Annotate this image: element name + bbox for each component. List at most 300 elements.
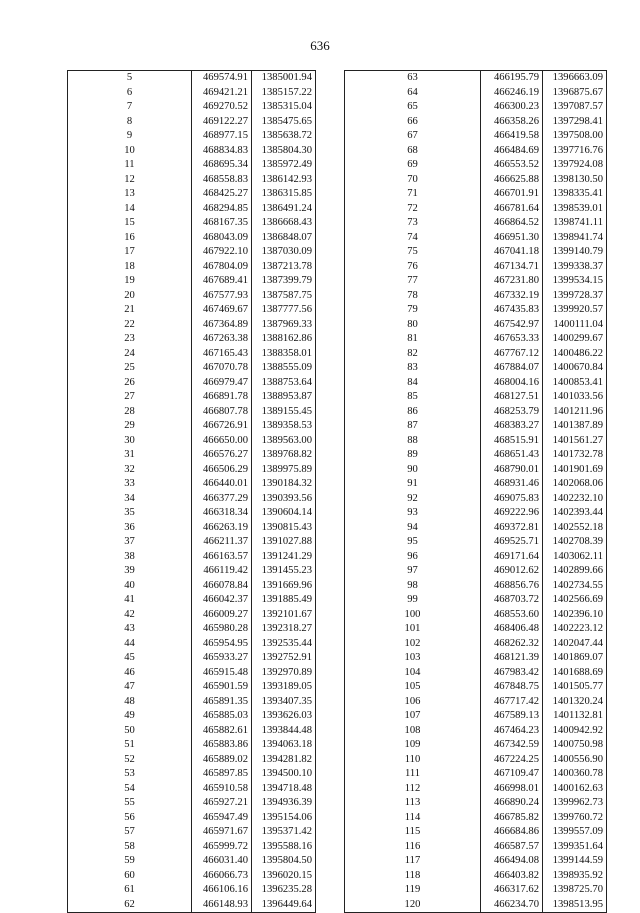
- table-row: [68, 579, 316, 594]
- x-coordinate-cell: 466263.19: [192, 521, 252, 536]
- x-coordinate-cell: 466494.08: [481, 854, 543, 869]
- x-coordinate-cell: 468043.09: [192, 231, 252, 246]
- x-coordinate-cell: 467653.33: [481, 332, 543, 347]
- point-number-cell: 85: [407, 391, 418, 403]
- y-coordinate-cell: 1397716.76: [543, 144, 607, 159]
- y-coordinate-cell: 1393626.03: [252, 709, 316, 724]
- page-number: 636: [310, 38, 330, 53]
- x-coordinate-cell: 465927.21: [192, 796, 252, 811]
- point-number-cell: 29: [124, 420, 135, 432]
- y-coordinate-cell: 1388162.86: [252, 332, 316, 347]
- point-number-cell: 9: [126, 130, 133, 142]
- y-coordinate-cell: 1401387.89: [543, 419, 607, 434]
- table-row: [345, 332, 607, 347]
- x-coordinate-cell: 466701.91: [481, 187, 543, 202]
- x-coordinate-cell: 469122.27: [192, 115, 252, 130]
- y-coordinate-cell: 1388358.01: [252, 347, 316, 362]
- table-row: [68, 158, 316, 173]
- point-number-cell: 69: [407, 159, 418, 171]
- table-row: [68, 187, 316, 202]
- point-number-cell: 57: [124, 826, 135, 838]
- x-coordinate-cell: 465891.35: [192, 695, 252, 710]
- y-coordinate-cell: 1385001.94: [252, 71, 316, 86]
- point-number-cell: 81: [407, 333, 418, 345]
- table-row: [68, 318, 316, 333]
- y-coordinate-cell: 1399144.59: [543, 854, 607, 869]
- point-number-cell: 33: [124, 478, 135, 490]
- point-number-cell: 56: [124, 811, 135, 823]
- table-row: [345, 637, 607, 652]
- x-coordinate-cell: 468383.27: [481, 419, 543, 434]
- x-coordinate-cell: 466726.91: [192, 419, 252, 434]
- point-number-cell: 41: [124, 594, 135, 606]
- point-number-cell: 20: [124, 289, 135, 301]
- point-number-cell: 30: [124, 434, 135, 446]
- x-coordinate-cell: 465933.27: [192, 651, 252, 666]
- point-number-cell: 23: [124, 333, 135, 345]
- table-row: [68, 448, 316, 463]
- table-row: [345, 492, 607, 507]
- table-row: [345, 564, 607, 579]
- y-coordinate-cell: 1402393.44: [543, 506, 607, 521]
- table-row: [345, 854, 607, 869]
- y-coordinate-cell: 1392535.44: [252, 637, 316, 652]
- y-coordinate-cell: 1389975.89: [252, 463, 316, 478]
- x-coordinate-cell: 469012.62: [481, 564, 543, 579]
- table-row: [345, 840, 607, 855]
- table-row: [68, 289, 316, 304]
- table-row: [68, 231, 316, 246]
- y-coordinate-cell: 1390604.14: [252, 506, 316, 521]
- x-coordinate-cell: 467332.19: [481, 289, 543, 304]
- table-row: [345, 173, 607, 188]
- x-coordinate-cell: 465915.48: [192, 666, 252, 681]
- table-row: [345, 434, 607, 449]
- y-coordinate-cell: 1401211.96: [543, 405, 607, 420]
- x-coordinate-cell: 467041.18: [481, 245, 543, 260]
- x-coordinate-cell: 466484.69: [481, 144, 543, 159]
- table-row: [345, 898, 607, 913]
- y-coordinate-cell: 1395804.50: [252, 854, 316, 869]
- y-coordinate-cell: 1399962.73: [543, 796, 607, 811]
- y-coordinate-cell: 1401688.69: [543, 666, 607, 681]
- table-row: [68, 535, 316, 550]
- x-coordinate-cell: 466246.19: [481, 86, 543, 101]
- y-coordinate-cell: 1402566.69: [543, 593, 607, 608]
- x-coordinate-cell: 466377.29: [192, 492, 252, 507]
- x-coordinate-cell: 468834.83: [192, 144, 252, 159]
- y-coordinate-cell: 1394281.82: [252, 753, 316, 768]
- table-row: [68, 492, 316, 507]
- point-number-cell: 58: [124, 840, 135, 852]
- point-number-cell: 94: [407, 521, 418, 533]
- y-coordinate-cell: 1396875.67: [543, 86, 607, 101]
- x-coordinate-cell: 466066.73: [192, 869, 252, 884]
- point-number-cell: 6: [126, 86, 133, 98]
- point-number-cell: 46: [124, 666, 135, 678]
- y-coordinate-cell: 1402047.44: [543, 637, 607, 652]
- y-coordinate-cell: 1395154.06: [252, 811, 316, 826]
- point-number-cell: 66: [407, 115, 418, 127]
- table-row: [345, 376, 607, 391]
- table-row: [68, 463, 316, 478]
- x-coordinate-cell: 466553.52: [481, 158, 543, 173]
- table-row: [68, 608, 316, 623]
- y-coordinate-cell: 1400299.67: [543, 332, 607, 347]
- point-number-cell: 115: [404, 826, 421, 838]
- table-row: [68, 753, 316, 768]
- y-coordinate-cell: 1399557.09: [543, 825, 607, 840]
- x-coordinate-cell: 468262.32: [481, 637, 543, 652]
- x-coordinate-cell: 468558.83: [192, 173, 252, 188]
- point-number-cell: 82: [407, 347, 418, 359]
- table-row: [345, 724, 607, 739]
- x-coordinate-cell: 468931.46: [481, 477, 543, 492]
- y-coordinate-cell: 1401901.69: [543, 463, 607, 478]
- point-number-cell: 106: [404, 695, 421, 707]
- y-coordinate-cell: 1400853.41: [543, 376, 607, 391]
- x-coordinate-cell: 466211.37: [192, 535, 252, 550]
- point-number-cell: 36: [124, 521, 135, 533]
- y-coordinate-cell: 1388555.09: [252, 361, 316, 376]
- table-row: [345, 477, 607, 492]
- x-coordinate-cell: 467469.67: [192, 303, 252, 318]
- point-number-cell: 32: [124, 463, 135, 475]
- table-row: [345, 289, 607, 304]
- x-coordinate-cell: 466009.27: [192, 608, 252, 623]
- point-number-cell: 53: [124, 768, 135, 780]
- point-number-cell: 114: [404, 811, 421, 823]
- table-row: [68, 405, 316, 420]
- y-coordinate-cell: 1393407.35: [252, 695, 316, 710]
- table-row: [345, 419, 607, 434]
- x-coordinate-cell: 466119.42: [192, 564, 252, 579]
- y-coordinate-cell: 1398941.74: [543, 231, 607, 246]
- point-number-cell: 47: [124, 681, 135, 693]
- point-number-cell: 92: [407, 492, 418, 504]
- point-number-cell: 96: [407, 550, 418, 562]
- point-number-cell: 40: [124, 579, 135, 591]
- x-coordinate-cell: 466506.29: [192, 463, 252, 478]
- y-coordinate-cell: 1398130.50: [543, 173, 607, 188]
- table-row: [345, 622, 607, 637]
- table-row: [345, 347, 607, 362]
- point-number-cell: 76: [407, 260, 418, 272]
- x-coordinate-cell: 466318.34: [192, 506, 252, 521]
- point-number-cell: 88: [407, 434, 418, 446]
- x-coordinate-cell: 468127.51: [481, 390, 543, 405]
- table-row: [68, 245, 316, 260]
- table-row: [345, 709, 607, 724]
- table-row: [345, 608, 607, 623]
- y-coordinate-cell: 1399140.79: [543, 245, 607, 260]
- table-row: [68, 390, 316, 405]
- point-number-cell: 39: [124, 565, 135, 577]
- y-coordinate-cell: 1402734.55: [543, 579, 607, 594]
- y-coordinate-cell: 1400360.78: [543, 767, 607, 782]
- point-number-cell: 119: [404, 884, 421, 896]
- x-coordinate-cell: 469222.96: [481, 506, 543, 521]
- x-coordinate-cell: 469171.64: [481, 550, 543, 565]
- point-number-cell: 35: [124, 507, 135, 519]
- point-number-cell: 104: [404, 666, 421, 678]
- y-coordinate-cell: 1390815.43: [252, 521, 316, 536]
- y-coordinate-cell: 1401505.77: [543, 680, 607, 695]
- point-number-cell: 72: [407, 202, 418, 214]
- x-coordinate-cell: 466587.57: [481, 840, 543, 855]
- x-coordinate-cell: 466625.88: [481, 173, 543, 188]
- x-coordinate-cell: 469421.21: [192, 86, 252, 101]
- point-number-cell: 65: [407, 101, 418, 113]
- point-number-cell: 112: [404, 782, 421, 794]
- y-coordinate-cell: 1402223.12: [543, 622, 607, 637]
- table-row: [68, 521, 316, 536]
- coordinates-table-left-body: [68, 71, 316, 913]
- point-number-cell: 43: [124, 623, 135, 635]
- y-coordinate-cell: 1392101.67: [252, 608, 316, 623]
- table-row: [68, 202, 316, 217]
- point-number-cell: 103: [404, 652, 421, 664]
- point-number-cell: 54: [124, 782, 135, 794]
- x-coordinate-cell: 466358.26: [481, 115, 543, 130]
- y-coordinate-cell: 1402396.10: [543, 608, 607, 623]
- x-coordinate-cell: 468977.15: [192, 129, 252, 144]
- x-coordinate-cell: 468695.34: [192, 158, 252, 173]
- y-coordinate-cell: 1398935.92: [543, 869, 607, 884]
- x-coordinate-cell: 467577.93: [192, 289, 252, 304]
- table-row: [68, 506, 316, 521]
- point-number-cell: 12: [124, 173, 135, 185]
- y-coordinate-cell: 1392970.89: [252, 666, 316, 681]
- y-coordinate-cell: 1400556.90: [543, 753, 607, 768]
- table-row: [68, 796, 316, 811]
- x-coordinate-cell: 466807.78: [192, 405, 252, 420]
- table-row: [345, 463, 607, 478]
- point-number-cell: 109: [404, 739, 421, 751]
- point-number-cell: 25: [124, 362, 135, 374]
- x-coordinate-cell: 466031.40: [192, 854, 252, 869]
- x-coordinate-cell: 468004.16: [481, 376, 543, 391]
- point-number-cell: 17: [124, 246, 135, 258]
- table-row: [68, 216, 316, 231]
- x-coordinate-cell: 468121.39: [481, 651, 543, 666]
- table-row: [68, 144, 316, 159]
- y-coordinate-cell: 1385157.22: [252, 86, 316, 101]
- x-coordinate-cell: 465971.67: [192, 825, 252, 840]
- point-number-cell: 74: [407, 231, 418, 243]
- x-coordinate-cell: 465882.61: [192, 724, 252, 739]
- x-coordinate-cell: 466078.84: [192, 579, 252, 594]
- table-row: [68, 376, 316, 391]
- y-coordinate-cell: 1398335.41: [543, 187, 607, 202]
- y-coordinate-cell: 1402232.10: [543, 492, 607, 507]
- y-coordinate-cell: 1400750.98: [543, 738, 607, 753]
- y-coordinate-cell: 1391455.23: [252, 564, 316, 579]
- y-coordinate-cell: 1387399.79: [252, 274, 316, 289]
- table-row: [345, 869, 607, 884]
- table-row: [345, 86, 607, 101]
- y-coordinate-cell: 1387213.78: [252, 260, 316, 275]
- point-number-cell: 71: [407, 188, 418, 200]
- x-coordinate-cell: 467589.13: [481, 709, 543, 724]
- x-coordinate-cell: 469574.91: [192, 71, 252, 86]
- table-row: [68, 419, 316, 434]
- table-row: [68, 811, 316, 826]
- point-number-cell: 120: [404, 898, 421, 910]
- y-coordinate-cell: 1400486.22: [543, 347, 607, 362]
- point-number-cell: 13: [124, 188, 135, 200]
- table-row: [345, 231, 607, 246]
- y-coordinate-cell: 1402068.06: [543, 477, 607, 492]
- x-coordinate-cell: 467342.59: [481, 738, 543, 753]
- x-coordinate-cell: 466106.16: [192, 883, 252, 898]
- table-row: [345, 579, 607, 594]
- table-row: [345, 144, 607, 159]
- x-coordinate-cell: 466890.24: [481, 796, 543, 811]
- point-number-cell: 51: [124, 739, 135, 751]
- table-row: [68, 115, 316, 130]
- y-coordinate-cell: 1402708.39: [543, 535, 607, 550]
- y-coordinate-cell: 1386848.07: [252, 231, 316, 246]
- y-coordinate-cell: 1400670.84: [543, 361, 607, 376]
- table-row: [345, 216, 607, 231]
- x-coordinate-cell: 466891.78: [192, 390, 252, 405]
- point-number-cell: 110: [404, 753, 421, 765]
- table-row: [68, 767, 316, 782]
- point-number-cell: 26: [124, 376, 135, 388]
- y-coordinate-cell: 1392318.27: [252, 622, 316, 637]
- y-coordinate-cell: 1400111.04: [543, 318, 607, 333]
- y-coordinate-cell: 1385638.72: [252, 129, 316, 144]
- table-row: [345, 666, 607, 681]
- y-coordinate-cell: 1401561.27: [543, 434, 607, 449]
- y-coordinate-cell: 1401320.24: [543, 695, 607, 710]
- x-coordinate-cell: 465980.28: [192, 622, 252, 637]
- x-coordinate-cell: 469075.83: [481, 492, 543, 507]
- point-number-cell: 89: [407, 449, 418, 461]
- table-row: [68, 129, 316, 144]
- x-coordinate-cell: 467884.07: [481, 361, 543, 376]
- point-number-cell: 45: [124, 652, 135, 664]
- point-number-cell: 108: [404, 724, 421, 736]
- y-coordinate-cell: 1393844.48: [252, 724, 316, 739]
- table-row: [68, 477, 316, 492]
- y-coordinate-cell: 1396449.64: [252, 898, 316, 913]
- y-coordinate-cell: 1386668.43: [252, 216, 316, 231]
- x-coordinate-cell: 465897.85: [192, 767, 252, 782]
- y-coordinate-cell: 1396663.09: [543, 71, 607, 86]
- point-number-cell: 55: [124, 797, 135, 809]
- y-coordinate-cell: 1386142.93: [252, 173, 316, 188]
- point-number-cell: 97: [407, 565, 418, 577]
- point-number-cell: 42: [124, 608, 135, 620]
- table-row: [68, 361, 316, 376]
- table-row: [68, 274, 316, 289]
- table-row: [68, 593, 316, 608]
- table-row: [68, 854, 316, 869]
- point-number-cell: 111: [404, 768, 421, 780]
- table-row: [345, 390, 607, 405]
- x-coordinate-cell: 468167.35: [192, 216, 252, 231]
- x-coordinate-cell: 467435.83: [481, 303, 543, 318]
- y-coordinate-cell: 1398725.70: [543, 883, 607, 898]
- point-number-cell: 95: [407, 536, 418, 548]
- y-coordinate-cell: 1402899.66: [543, 564, 607, 579]
- table-row: [345, 680, 607, 695]
- point-number-cell: 105: [404, 681, 421, 693]
- point-number-cell: 48: [124, 695, 135, 707]
- y-coordinate-cell: 1399338.37: [543, 260, 607, 275]
- x-coordinate-cell: 466951.30: [481, 231, 543, 246]
- table-row: [345, 202, 607, 217]
- y-coordinate-cell: 1389563.00: [252, 434, 316, 449]
- y-coordinate-cell: 1402552.18: [543, 521, 607, 536]
- point-number-cell: 107: [404, 710, 421, 722]
- x-coordinate-cell: 465901.59: [192, 680, 252, 695]
- table-row: [345, 811, 607, 826]
- y-coordinate-cell: 1397924.08: [543, 158, 607, 173]
- point-number-cell: 61: [124, 884, 135, 896]
- x-coordinate-cell: 468294.85: [192, 202, 252, 217]
- y-coordinate-cell: 1385804.30: [252, 144, 316, 159]
- point-number-cell: 68: [407, 144, 418, 156]
- table-row: [68, 550, 316, 565]
- point-number-cell: 38: [124, 550, 135, 562]
- table-row: [68, 332, 316, 347]
- x-coordinate-cell: 465883.86: [192, 738, 252, 753]
- x-coordinate-cell: 465889.02: [192, 753, 252, 768]
- x-coordinate-cell: 467542.97: [481, 318, 543, 333]
- point-number-cell: 59: [124, 855, 135, 867]
- x-coordinate-cell: 469372.81: [481, 521, 543, 536]
- point-number-cell: 49: [124, 710, 135, 722]
- x-coordinate-cell: 469525.71: [481, 535, 543, 550]
- table-row: [68, 260, 316, 275]
- table-row: [345, 115, 607, 130]
- coordinates-table-right-body: [345, 71, 607, 913]
- table-row: [345, 274, 607, 289]
- point-number-cell: 77: [407, 275, 418, 287]
- point-number-cell: 16: [124, 231, 135, 243]
- table-row: [345, 767, 607, 782]
- x-coordinate-cell: 468406.48: [481, 622, 543, 637]
- point-number-cell: 21: [124, 304, 135, 316]
- table-row: [68, 724, 316, 739]
- table-row: [345, 695, 607, 710]
- y-coordinate-cell: 1392752.91: [252, 651, 316, 666]
- table-row: [68, 898, 316, 913]
- x-coordinate-cell: 466148.93: [192, 898, 252, 913]
- y-coordinate-cell: 1399728.37: [543, 289, 607, 304]
- point-number-cell: 34: [124, 492, 135, 504]
- table-row: [345, 883, 607, 898]
- table-row: [345, 550, 607, 565]
- table-row: [68, 709, 316, 724]
- x-coordinate-cell: 468515.91: [481, 434, 543, 449]
- table-row: [68, 173, 316, 188]
- y-coordinate-cell: 1394500.10: [252, 767, 316, 782]
- table-row: [68, 825, 316, 840]
- table-row: [68, 738, 316, 753]
- x-coordinate-cell: 468553.60: [481, 608, 543, 623]
- x-coordinate-cell: 466785.82: [481, 811, 543, 826]
- y-coordinate-cell: 1387777.56: [252, 303, 316, 318]
- table-row: [68, 883, 316, 898]
- table-row: [345, 71, 607, 86]
- x-coordinate-cell: 466440.01: [192, 477, 252, 492]
- point-number-cell: 91: [407, 478, 418, 490]
- y-coordinate-cell: 1391027.88: [252, 535, 316, 550]
